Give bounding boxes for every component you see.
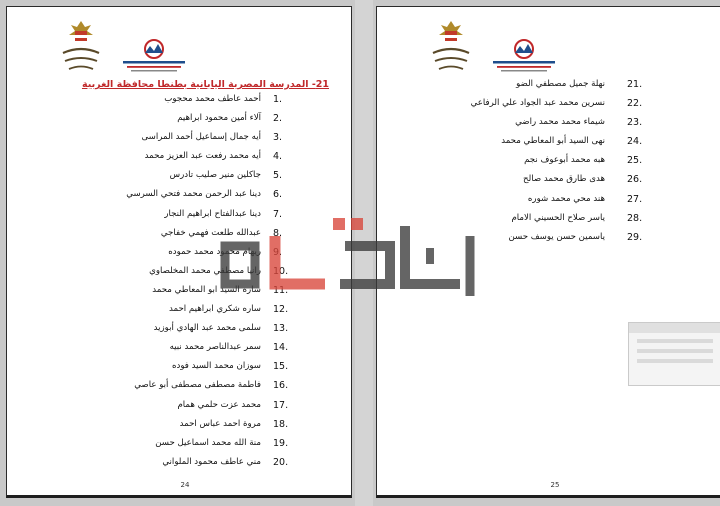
list-item: 15. سوزان محمد السيد فوده [172, 361, 289, 373]
egyptian-japanese-schools-logo [119, 35, 189, 75]
list-item: 23. شيماء محمد محمد راضي [515, 117, 643, 129]
list-item: 7. دينا عبدالفتاح ابراهيم النجار [164, 208, 283, 220]
section-title: 21- المدرسة المصرية اليابانية بطنطا محافظة الغربية [81, 79, 329, 90]
list-item: 27. هند محي محمد شوره [527, 193, 643, 205]
faded-dialog-overlay [628, 322, 720, 386]
list-item: 8. عبدالله طلعت فهمي خفاجي [160, 227, 283, 239]
list-item: 28. ياسر صلاح الحسيني الامام [511, 212, 643, 224]
kashkol-watermark-logo [215, 206, 505, 306]
list-item: 25. هبه محمد أبوعوف نجم [524, 155, 643, 167]
list-item: 13. سلمى محمد عبد الهادي أبوزيد [153, 323, 289, 335]
list-item: 22. نسرين محمد عبد الجواد علي الرفاعي [470, 98, 643, 110]
list-item: 2. آلاء أمين محمود ابراهيم [177, 113, 283, 125]
list-item: 5. جاكلين منير صليب تادرس [169, 170, 283, 182]
list-item: 17. محمد عزت حلمي همام [177, 399, 289, 411]
page-number: 25 [550, 481, 560, 489]
egypt-ministry-logo [429, 17, 473, 75]
list-item: 26. هدى طارق محمد صالح [523, 174, 643, 186]
list-item: 18. مروة احمد عباس احمد [179, 418, 289, 430]
list-item: 12. ساره شكري ابراهيم احمد [168, 304, 289, 316]
name-list [470, 77, 667, 249]
egypt-ministry-logo [59, 17, 103, 75]
list-item: 3. أيه جمال إسماعيل أحمد المراسى [141, 132, 283, 144]
list-item: 10. رانيا مصطفي محمد المخلصاوي [149, 265, 289, 277]
list-item: 14. سمر عبدالناصر محمد نبيه [169, 342, 289, 354]
list-item: 9. ريهام محمود محمد حموده [168, 246, 283, 258]
list-item: 29. ياسمين حسن يوسف حسن [508, 231, 643, 243]
list-item: 19. منة الله محمد اسماعيل حسن [155, 437, 289, 449]
list-item: 4. أيه محمد رفعت عبد العزيز محمد [144, 151, 283, 163]
list-item: 21. نهلة جميل مصطفي الضو [516, 79, 643, 90]
list-item: 24. نهى السيد أبو المعاطي محمد [501, 136, 643, 148]
list-item: 16. فاطمة مصطفى مصطفى أبو عاصي [134, 380, 289, 392]
list-item: 20. مني عاطف محمود الملواني [162, 456, 289, 468]
list-item: 6. دينا عبد الرحمن محمد فتحي السرسي [126, 189, 283, 201]
egyptian-japanese-schools-logo [489, 35, 559, 75]
page-number: 24 [180, 481, 190, 489]
list-item: 11. ساره السيد ابو المعاطي محمد [152, 284, 289, 296]
list-item: 1. أحمد عاطف محمد محجوب [164, 94, 283, 105]
